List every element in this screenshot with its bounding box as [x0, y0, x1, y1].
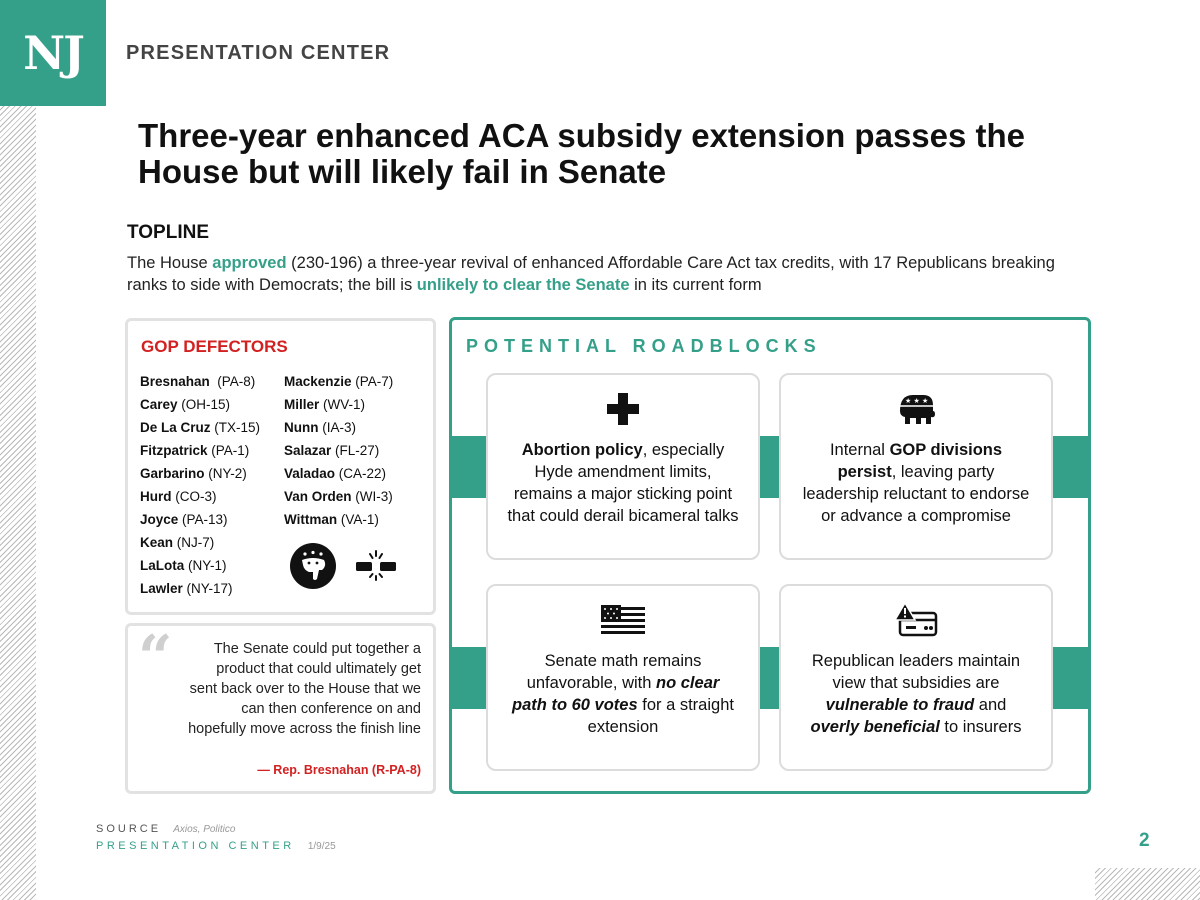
roadblock-text-part: , especially Hyde amendment limits, remains a major sticking point that could derail bicameral talks — [507, 441, 739, 525]
defector-row — [284, 370, 393, 393]
topline-text: The House approved (230-196) a three-year revival of enhanced Affordable Care Act tax credits, with 17 Republicans breaking ranks to side with Democrats; the bill is unlikely to clear the Senate in its current form — [127, 254, 1055, 294]
quote-card — [125, 623, 436, 794]
topline-heading: TOPLINE — [127, 222, 209, 243]
defector-name: Fitzpatrick — [140, 443, 208, 458]
defector-name: LaLota — [140, 558, 185, 573]
roadblock-text-part: to insurers — [939, 718, 1022, 736]
defector-district: (PA-7) — [351, 374, 394, 389]
defector-district: (PA-13) — [178, 512, 228, 527]
roadblock-text-part: and — [974, 696, 1007, 714]
roadblocks-heading: POTENTIAL ROADBLOCKS — [466, 336, 822, 356]
defector-name: Hurd — [140, 489, 172, 504]
defector-name: Van Orden — [284, 489, 352, 504]
medical-cross-icon — [605, 389, 641, 429]
defectors-column-1 — [140, 370, 260, 600]
defector-name: Carey — [140, 397, 178, 412]
defector-name: De La Cruz — [140, 420, 211, 435]
slide-title: Three-year enhanced ACA subsidy extension passes the House but will likely fail in Senate — [138, 117, 1026, 190]
defector-name: Nunn — [284, 420, 319, 435]
defector-name: Joyce — [140, 512, 179, 527]
decorative-hatch-bottom-right — [1095, 868, 1200, 900]
roadblock-text — [507, 439, 739, 527]
roadblock-text — [800, 439, 1032, 527]
roadblock-emphasis: overly beneficial — [810, 718, 940, 736]
defector-district: (NJ-7) — [173, 535, 215, 550]
roadblock-emphasis: Abortion policy — [521, 441, 643, 459]
source-line: SOURCE Axios, Politico — [96, 823, 236, 835]
defector-row — [140, 416, 260, 439]
defector-district: (NY-2) — [204, 466, 247, 481]
defector-district: (NY-17) — [182, 581, 233, 596]
senate-highlight: unlikely to clear the Senate — [416, 276, 630, 294]
roadblock-text-part: Republican leaders maintain view that subsidies are — [811, 652, 1021, 692]
gop-elephant-icon — [290, 543, 336, 589]
defector-row — [284, 393, 393, 416]
defector-row — [140, 462, 260, 485]
defector-district: (WV-1) — [319, 397, 366, 412]
defectors-column-2 — [284, 370, 393, 531]
broken-link-icon — [354, 549, 398, 586]
decorative-hatch-left — [0, 105, 36, 900]
defectors-heading: GOP DEFECTORS — [141, 337, 288, 356]
gop-elephant-icon — [895, 389, 937, 429]
defector-name: Bresnahan — [140, 374, 210, 389]
quote-text: The Senate could put together a product that could ultimately get sent back over to the House that we can then conference on and hopefully move across the finish line — [188, 641, 421, 737]
defector-district: (CA-22) — [335, 466, 387, 481]
defector-name: Kean — [140, 535, 174, 550]
defector-name: Miller — [284, 397, 320, 412]
roadblock-text — [507, 650, 739, 738]
defector-district: (FL-27) — [331, 443, 380, 458]
defector-row — [140, 531, 260, 554]
gop-defectors-card — [125, 318, 436, 615]
roadblock-text-part: Internal — [829, 441, 890, 459]
roadblock-emphasis: no clear path to 60 votes — [512, 674, 720, 714]
approved-highlight: approved — [212, 254, 287, 272]
roadblock-text-part: , leaving party leadership reluctant to endorse or advance a compromise — [802, 463, 1030, 525]
defector-district: (VA-1) — [337, 512, 379, 527]
defector-name: Mackenzie — [284, 374, 352, 389]
defector-district: (NY-1) — [184, 558, 227, 573]
quote-mark-icon: “ — [138, 623, 173, 693]
defector-name: Garbarino — [140, 466, 205, 481]
roadblock-emphasis: GOP divisions persist — [837, 441, 1003, 481]
presentation-center-line: PRESENTATION CENTER 1/9/25 — [96, 840, 336, 852]
defector-row — [140, 554, 260, 577]
roadblock-card-fraud — [779, 584, 1053, 771]
defector-row — [140, 370, 260, 393]
page-number: 2 — [1139, 830, 1150, 851]
defector-row — [284, 485, 393, 508]
quote-attribution: — Rep. Bresnahan (R-PA-8) — [257, 763, 421, 777]
card-fraud-warning-icon — [894, 600, 938, 640]
roadblock-text — [800, 650, 1032, 738]
defector-name: Salazar — [284, 443, 332, 458]
roadblock-card-abortion — [486, 373, 760, 560]
defector-district: (TX-15) — [210, 420, 261, 435]
defector-district: (WI-3) — [351, 489, 393, 504]
defector-name: Wittman — [284, 512, 338, 527]
defector-row — [284, 416, 393, 439]
source-value: Axios, Politico — [173, 824, 236, 835]
defector-row — [140, 577, 260, 600]
defector-row — [140, 393, 260, 416]
us-flag-icon — [601, 600, 645, 640]
defector-district: (PA-1) — [207, 443, 250, 458]
roadblock-text-part: Senate math remains unfavorable, with — [526, 652, 702, 692]
defector-district: (IA-3) — [318, 420, 357, 435]
brand-name: PRESENTATION CENTER — [126, 42, 391, 64]
roadblocks-panel — [449, 317, 1091, 794]
defector-row — [284, 462, 393, 485]
defector-row — [284, 439, 393, 462]
defector-row — [140, 439, 260, 462]
nj-logo: NJ — [0, 0, 106, 106]
roadblock-card-senate-math — [486, 584, 760, 771]
defector-row — [284, 508, 393, 531]
defector-row — [140, 485, 260, 508]
defector-district: (OH-15) — [177, 397, 231, 412]
roadblock-card-gop-divisions — [779, 373, 1053, 560]
roadblock-emphasis: vulnerable to fraud — [825, 696, 975, 714]
defector-row — [140, 508, 260, 531]
defector-name: Lawler — [140, 581, 183, 596]
defector-name: Valadao — [284, 466, 336, 481]
footer-date: 1/9/25 — [307, 841, 336, 852]
roadblock-text-part: for a straight extension — [587, 696, 734, 736]
svg-text:★ ★ ★: ★ ★ ★ — [905, 397, 929, 405]
defector-district: (PA-8) — [209, 374, 256, 389]
defector-district: (CO-3) — [171, 489, 217, 504]
